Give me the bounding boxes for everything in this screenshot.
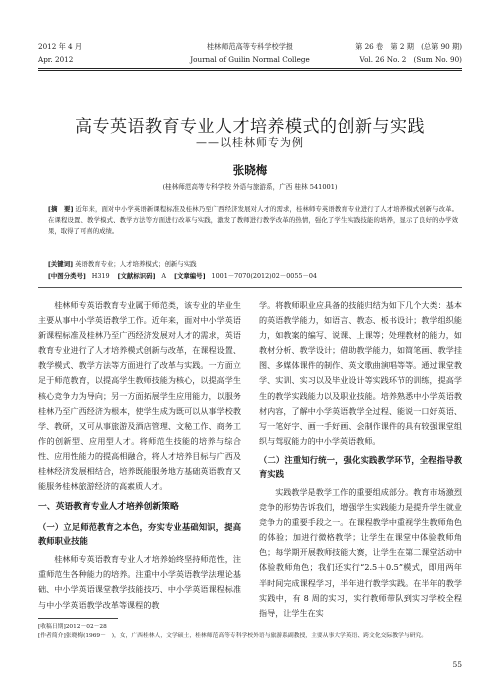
date-cn: 2012 年 4 月 bbox=[38, 42, 83, 51]
body-paragraph: 实践教学是教学工作的重要组成部分。教育市场激烈竞争的形势告诉我们，增强学生实践能力是提升学生就业竞争力的重要手段之一。在课程教学中重视学生教师角色的体验；加进行微格教学；让学生在课堂中体验教师角色；每学期开展教师技能大赛，让学生在第二课堂活动中体验教师角色；我们还实行“2.5＋0.5”模式，即用两年半时间完成课程学习，半年进行教学实践。在半年的教学实践中，有 8 周的实习，实行教师带队到实习学校全程指导，让学生在实 bbox=[259, 486, 462, 618]
date-en: Apr. 2012 bbox=[38, 55, 74, 64]
volume-cn: 第 26 卷 第 2 期 (总第 90 期) bbox=[355, 42, 462, 51]
body-paragraph: 桂林师专英语教育专业人才培养始终坚持师范性，注重师范生各种能力的培养。注重中小学英语教学法理论基础、中小学英语课堂教学技能技巧、中小学英语课程标准与中小学英语教学改革等课程的教 bbox=[38, 554, 241, 610]
journal-name-en: Journal of Guilin Normal College bbox=[190, 55, 310, 64]
footnote-author: [作者简介]张晓梅(1969－ )，女，广西桂林人，文学硕士，桂林师范高等专科学校外语与旅游系副教授，主要从事大学英语、跨文化交际教学与研究。 bbox=[38, 633, 428, 639]
body-paragraph: 桂林师专英语教育专业属于师范类，该专业的毕业生主要从事中小学英语教学工作。近年来，面对中小学英语新课程标准及桂林乃至广西经济发展对人才的需求，英语教育专业进行了人才培养模式创新与改革，在课程设置、教学模式、教学方法等方面进行了改革与实践。一方面立足于师范教育，以提高学生教师技能为核心，以提高学生核心竞争力为导向；另一方面拓展学生应用能力，以服务桂林乃至广西经济为根本，使学生成为既可以从事学校教学、教研，又可从事旅游及酒店管理、文秘工作、商务工作的创新型、应用型人才。将师范生技能的培养与综合性、应用性能力的提高相融合，将人才培养目标与广西及桂林经济发展相结合，培养既能服务地方基础英语教育又能服务桂林旅游经济的高素质人才。 bbox=[38, 300, 241, 492]
doc-code-value: A bbox=[161, 272, 167, 280]
article-id-label: [文章编号] bbox=[174, 272, 206, 280]
article-subtitle: ——以桂林师专为例 bbox=[196, 136, 304, 149]
footnote-rule bbox=[38, 618, 118, 619]
keywords bbox=[48, 259, 458, 270]
section-heading: 一、英语教育专业人才培养创新策略 bbox=[38, 502, 179, 513]
journal-name bbox=[150, 40, 350, 66]
doc-code-label: [文献标识码] bbox=[117, 272, 156, 280]
abstract-text: 近年来，面对中小学英语新课程标准及桂林乃至广西经济发展对人才的需求，桂林师专英语教育专业进行了人才培养模式创新与改革。在课程设置、教学模式、教学方法等方面进行改革与实践，激发了教师进行教学改革的热情，强化了学生实践技能的培养，显示了良好的办学效果，取得了可喜的成绩。 bbox=[48, 205, 458, 235]
abstract-label: [摘 要] bbox=[48, 205, 74, 213]
body-paragraph: 学。将教师职业应具备的技能归结为如下几个大类：基本的英语教学能力，如语言、教态、板书设计；教学组织能力，如教案的编写、说课、上课等；处理教材的能力，如教材分析、教学设计；借助教学能力，如简笔画、教学挂图、多媒体课件的制作、英文歌曲演唱等等。通过课堂教学、实训、实习以及毕业设计等实践环节的训练，提高学生的教学实践能力以及职业技能。培养熟悉中小学英语教材内容，了解中小学英语教学全过程、能说一口好英语、写一笔好字、画一手好画、会制作课件的具有较强课堂组织与驾驭能力的中小学英语教师。 bbox=[259, 300, 462, 446]
subsection-heading: （一）立足师范教育之本色，夯实专业基础知识，提高教师职业技能 bbox=[38, 522, 241, 547]
header-rule-thick bbox=[38, 68, 462, 69]
article-id-value: 1001－7070(2012)02－0055－04 bbox=[211, 272, 317, 280]
article-author: 张晓梅 bbox=[232, 163, 268, 177]
header-rule-thin bbox=[38, 70, 462, 71]
author-affiliation: (桂林师范高等专科学校 外语与旅游系，广西 桂林 541001) bbox=[162, 183, 338, 191]
abstract bbox=[48, 204, 458, 237]
clc-label: [中图分类号] bbox=[48, 272, 86, 280]
keywords-label: [关键词] bbox=[48, 260, 74, 268]
abstract-rule bbox=[38, 287, 462, 288]
page-number: 55 bbox=[452, 660, 462, 669]
journal-date bbox=[38, 40, 82, 66]
clc-value: H319 bbox=[91, 272, 110, 280]
subsection-heading: （二）注重知行统一，强化实践教学环节，全程指导教育实践 bbox=[259, 454, 462, 479]
body-column-left bbox=[38, 298, 241, 613]
classification-line bbox=[48, 271, 458, 282]
journal-name-cn: 桂林师范高等专科学校学报 bbox=[206, 42, 294, 51]
article-title: 高专英语教育专业人才培养模式的创新与实践 bbox=[75, 117, 425, 137]
journal-volume bbox=[355, 40, 462, 66]
keywords-text: 英语教育专业；人才培养模式；创新与实践 bbox=[75, 260, 197, 268]
footnote-received: [收稿日期]2012－02－28 bbox=[38, 624, 107, 630]
volume-en: Vol. 26 No. 2 (Sum No. 90) bbox=[359, 55, 462, 64]
body-column-right bbox=[259, 298, 462, 621]
